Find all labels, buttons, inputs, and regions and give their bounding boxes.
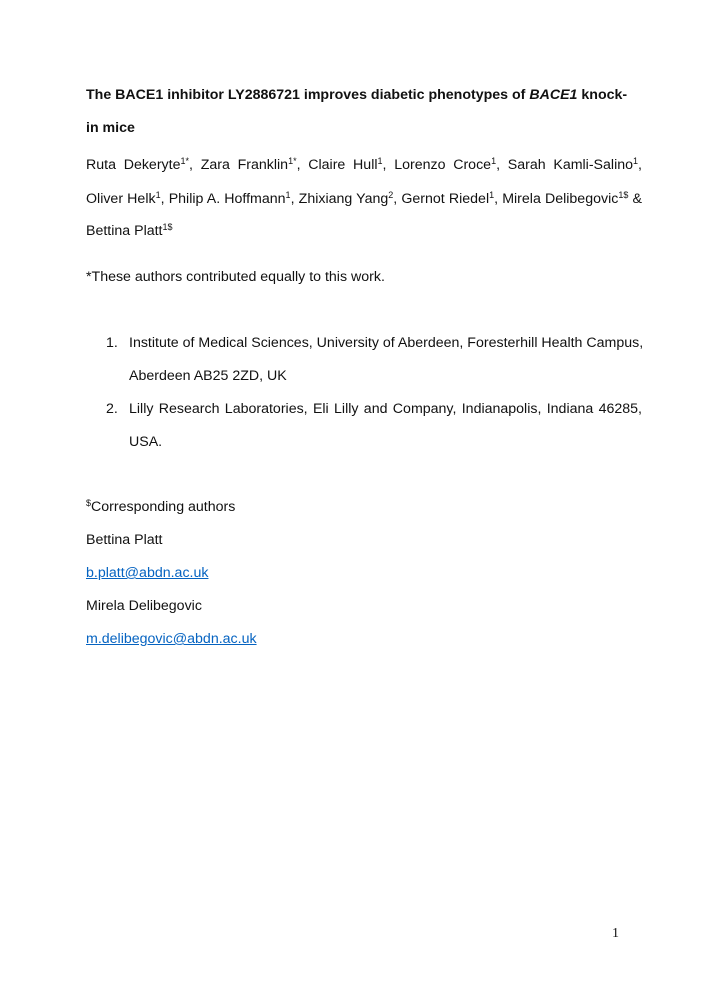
author: Oliver Helk$^1$, xyxy=(86,190,165,207)
equal-contribution-note: *These authors contributed equally to this work. xyxy=(86,269,385,285)
author: Bettina Platt$^{1\$}$ xyxy=(86,222,173,239)
author: Gernot Riedel$^1$, xyxy=(401,190,499,207)
affiliation-line: Aberdeen AB25 2ZD, UK xyxy=(129,368,287,384)
contact-name: Mirela Delibegovic xyxy=(86,598,202,614)
author-line-2 xyxy=(86,190,642,208)
author: Zhixiang Yang$^2$, xyxy=(298,190,398,207)
corresponding-authors-heading: $Corresponding authors xyxy=(86,498,236,515)
author: Mirela Delibegovic$^{1\$}$ & xyxy=(502,190,642,207)
gene-name: BACE1 xyxy=(529,87,578,103)
author: Lorenzo Croce$^1$, xyxy=(394,156,501,173)
author: Philip A. Hoffmann$^1$, xyxy=(168,190,295,207)
author-line-3 xyxy=(86,222,642,240)
email-link[interactable]: m.delibegovic@abdn.ac.uk xyxy=(86,631,257,647)
author: Sarah Kamli-Salino$^1$, xyxy=(507,156,642,173)
affiliation-number: 1. xyxy=(106,335,118,351)
author: Zara Franklin$^{1*}$, xyxy=(200,156,301,173)
author: Claire Hull$^1$, xyxy=(308,156,387,173)
affiliation-line: USA. xyxy=(129,434,163,450)
email-link[interactable]: b.platt@abdn.ac.uk xyxy=(86,565,209,581)
affiliation-number: 2. xyxy=(106,401,118,417)
page-number: 1 xyxy=(612,926,619,941)
paper-title-line-1: The BACE1 inhibitor LY2886721 improves diabetic phenotypes of BACE1 knock- xyxy=(86,87,628,103)
contact-name: Bettina Platt xyxy=(86,532,163,548)
author-line-1 xyxy=(86,156,642,174)
affiliation-line: Lilly Research Laboratories, Eli Lilly and Company, Indianapolis, Indiana 46285, xyxy=(129,401,642,417)
author: Ruta Dekeryte$^{1*}$, xyxy=(86,156,193,173)
paper-title-line-2: in mice xyxy=(86,120,135,136)
affiliation-line: Institute of Medical Sciences, University of Aberdeen, Foresterhill Health Campus, xyxy=(129,335,644,351)
